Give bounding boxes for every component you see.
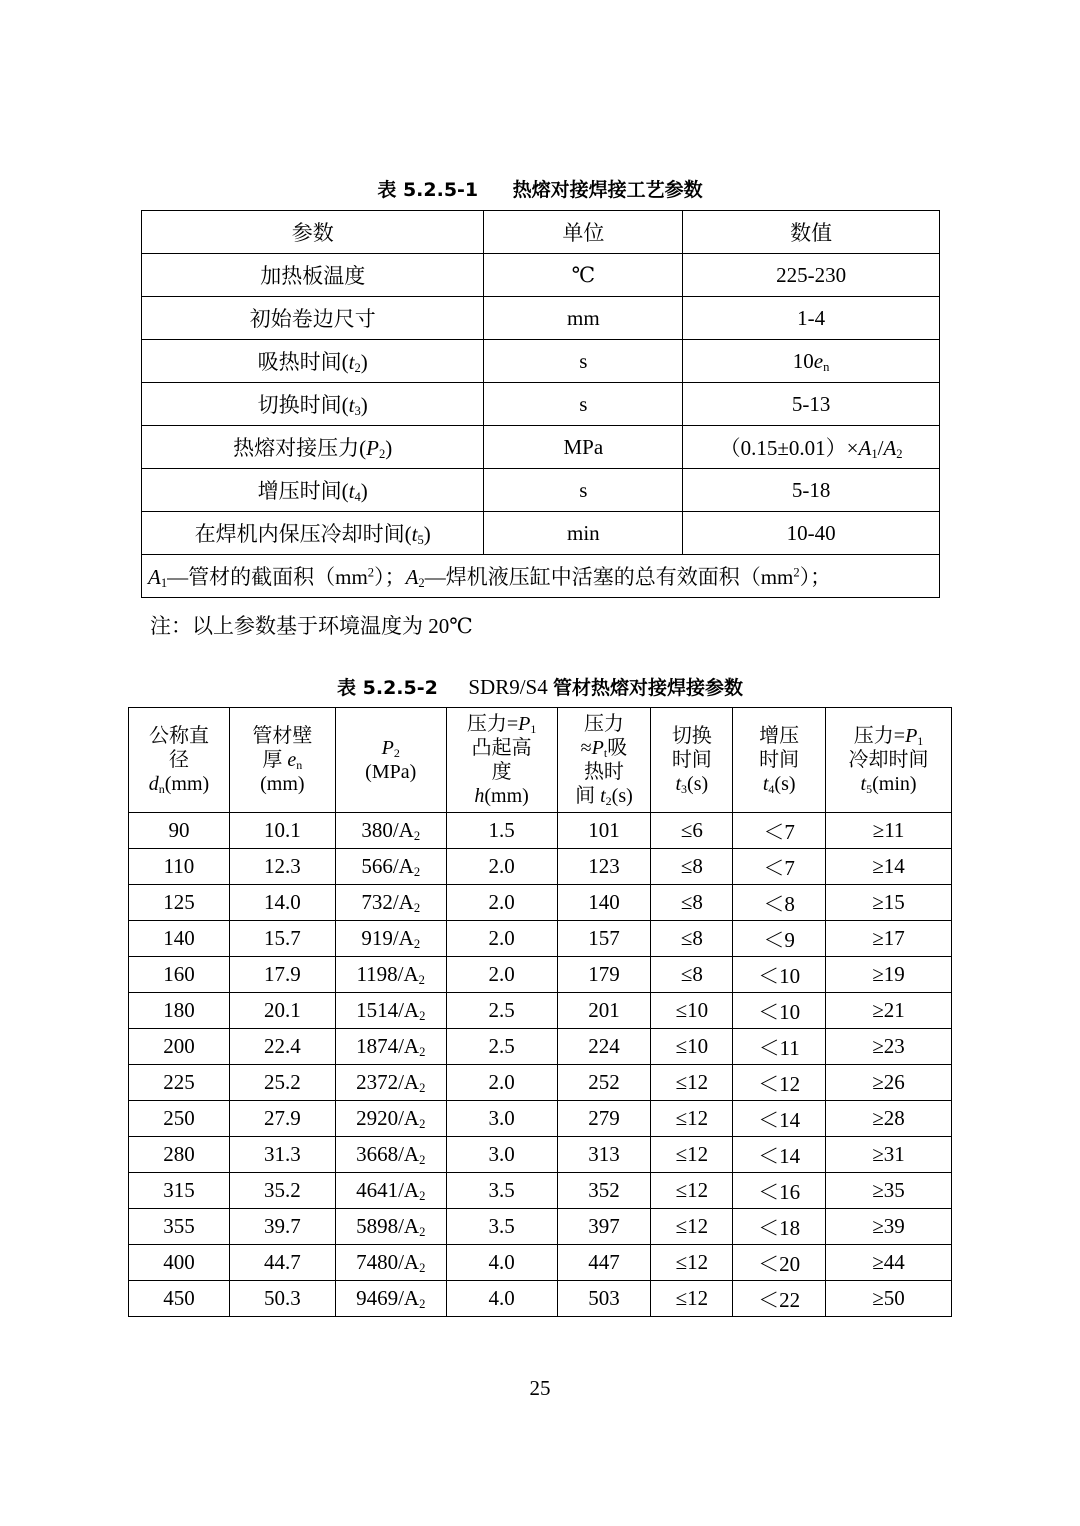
param-cell: 加热板温度 [142, 254, 484, 297]
unit-cell: MPa [484, 426, 683, 469]
buildup-cell: ＜8 [733, 885, 826, 921]
bead-height-cell: 4.0 [446, 1245, 557, 1281]
bead-height-cell: 3.0 [446, 1137, 557, 1173]
pressure-cell: $919/A_2$ [335, 921, 446, 957]
cooling-cell: ≥15 [826, 885, 952, 921]
diameter-cell: 450 [129, 1281, 230, 1317]
diameter-cell: 180 [129, 993, 230, 1029]
param-cell: 在焊机内保压冷却时间$(t_5)$ [142, 512, 484, 555]
changeover-cell: ≤10 [651, 1029, 733, 1065]
sdr9-welding-table [128, 707, 952, 1317]
table-row [142, 512, 940, 555]
value-cell: 5-13 [683, 383, 940, 426]
diameter-cell: 90 [129, 813, 230, 849]
table-row [129, 1245, 952, 1281]
table-row [129, 813, 952, 849]
heat-soak-cell: 503 [557, 1281, 651, 1317]
header-pressure-buildup-time: 增压 时间 $t_4(s)$ [733, 708, 826, 813]
cooling-cell: ≥44 [826, 1245, 952, 1281]
unit-cell: s [484, 383, 683, 426]
table-row [142, 426, 940, 469]
unit-cell: s [484, 469, 683, 512]
cooling-cell: ≥26 [826, 1065, 952, 1101]
thickness-cell: 50.3 [229, 1281, 335, 1317]
pressure-cell: $2920/A_2$ [335, 1101, 446, 1137]
cooling-cell: ≥19 [826, 957, 952, 993]
table-row [129, 921, 952, 957]
param-cell: 吸热时间$(t_2)$ [142, 340, 484, 383]
thickness-cell: 44.7 [229, 1245, 335, 1281]
thickness-cell: 27.9 [229, 1101, 335, 1137]
diameter-cell: 110 [129, 849, 230, 885]
table-row [129, 1137, 952, 1173]
changeover-cell: ≤10 [651, 993, 733, 1029]
unit-cell: mm [484, 297, 683, 340]
heat-soak-cell: 101 [557, 813, 651, 849]
table-row [129, 1101, 952, 1137]
thickness-cell: 39.7 [229, 1209, 335, 1245]
bead-height-cell: 2.0 [446, 885, 557, 921]
buildup-cell: ＜20 [733, 1245, 826, 1281]
thickness-cell: 14.0 [229, 885, 335, 921]
buildup-cell: ＜7 [733, 849, 826, 885]
table-row [129, 885, 952, 921]
diameter-cell: 140 [129, 921, 230, 957]
thickness-cell: 22.4 [229, 1029, 335, 1065]
value-cell: 5-18 [683, 469, 940, 512]
table-row [142, 383, 940, 426]
unit-cell: s [484, 340, 683, 383]
pressure-cell: $5898/A_2$ [335, 1209, 446, 1245]
table-row [129, 849, 952, 885]
cooling-cell: ≥21 [826, 993, 952, 1029]
table-row [142, 254, 940, 297]
bead-height-cell: 2.0 [446, 921, 557, 957]
pressure-cell: $7480/A_2$ [335, 1245, 446, 1281]
param-cell: 热熔对接压力$(P_2)$ [142, 426, 484, 469]
thickness-cell: 17.9 [229, 957, 335, 993]
header-nominal-diameter: 公称直 径 $d_n(mm)$ [129, 708, 230, 813]
value-cell: 10-40 [683, 512, 940, 555]
table-header-row [142, 211, 940, 254]
diameter-cell: 280 [129, 1137, 230, 1173]
header-changeover-time: 切换 时间 $t_3(s)$ [651, 708, 733, 813]
bead-height-cell: 3.5 [446, 1209, 557, 1245]
buildup-cell: ＜7 [733, 813, 826, 849]
heat-soak-cell: 252 [557, 1065, 651, 1101]
table-row [129, 1173, 952, 1209]
bead-height-cell: 2.0 [446, 957, 557, 993]
unit-cell: ℃ [484, 254, 683, 297]
buildup-cell: ＜22 [733, 1281, 826, 1317]
diameter-cell: 160 [129, 957, 230, 993]
bead-height-cell: 2.5 [446, 1029, 557, 1065]
changeover-cell: ≤12 [651, 1209, 733, 1245]
table2-caption-title: 管材热熔对接焊接参数 [552, 677, 743, 699]
header-bead-height: 压力$=P_1$ 凸起高 度 h(mm) [446, 708, 557, 813]
table2-caption [0, 674, 1080, 701]
buildup-cell: ＜16 [733, 1173, 826, 1209]
diameter-cell: 225 [129, 1065, 230, 1101]
changeover-cell: ≤12 [651, 1245, 733, 1281]
header-heat-soak-time: 压力 $\approx P_t$吸 热时 间 $t_2(s)$ [557, 708, 651, 813]
changeover-cell: ≤8 [651, 885, 733, 921]
header-cooling-time: 压力$=P_1$ 冷却时间 $t_5(\min)$ [826, 708, 952, 813]
heat-soak-cell: 201 [557, 993, 651, 1029]
table-header-row [129, 708, 952, 813]
header-unit: 单位 [484, 211, 683, 254]
header-wall-thickness: 管材壁 厚 $e_n$ (mm) [229, 708, 335, 813]
heat-soak-cell: 123 [557, 849, 651, 885]
pressure-cell: $732/A_2$ [335, 885, 446, 921]
thickness-cell: 10.1 [229, 813, 335, 849]
header-value: 数值 [683, 211, 940, 254]
bead-height-cell: 2.0 [446, 1065, 557, 1101]
value-cell: $(0.15\pm 0.01)\times A_1/A_2$ [683, 426, 940, 469]
buildup-cell: ＜10 [733, 957, 826, 993]
thickness-cell: 35.2 [229, 1173, 335, 1209]
diameter-cell: 400 [129, 1245, 230, 1281]
value-cell: $10e_n$ [683, 340, 940, 383]
cooling-cell: ≥28 [826, 1101, 952, 1137]
table-row [142, 340, 940, 383]
table2-caption-label: 表 5.2.5-2 [337, 677, 438, 699]
cooling-cell: ≥23 [826, 1029, 952, 1065]
pressure-cell: $1198/A_2$ [335, 957, 446, 993]
changeover-cell: ≤12 [651, 1065, 733, 1101]
table2-caption-spec: SDR9/S4 [468, 675, 548, 699]
bead-height-cell: 2.5 [446, 993, 557, 1029]
table-row [129, 1281, 952, 1317]
changeover-cell: ≤12 [651, 1281, 733, 1317]
cooling-cell: ≥11 [826, 813, 952, 849]
cooling-cell: ≥50 [826, 1281, 952, 1317]
changeover-cell: ≤12 [651, 1101, 733, 1137]
heat-soak-cell: 279 [557, 1101, 651, 1137]
buildup-cell: ＜10 [733, 993, 826, 1029]
param-cell: 切换时间$(t_3)$ [142, 383, 484, 426]
welding-parameters-table [141, 210, 940, 598]
table-row [142, 297, 940, 340]
thickness-cell: 25.2 [229, 1065, 335, 1101]
ambient-temperature-note: 注：以上参数基于环境温度为 20℃ [150, 614, 473, 638]
changeover-cell: ≤8 [651, 849, 733, 885]
heat-soak-cell: 352 [557, 1173, 651, 1209]
pressure-cell: $1514/A_2$ [335, 993, 446, 1029]
buildup-cell: ＜11 [733, 1029, 826, 1065]
table1-caption-label: 表 5.2.5-1 [377, 179, 479, 201]
diameter-cell: 315 [129, 1173, 230, 1209]
diameter-cell: 250 [129, 1101, 230, 1137]
value-cell: 1-4 [683, 297, 940, 340]
pressure-cell: $2372/A_2$ [335, 1065, 446, 1101]
heat-soak-cell: 140 [557, 885, 651, 921]
changeover-cell: ≤12 [651, 1173, 733, 1209]
header-param: 参数 [142, 211, 484, 254]
thickness-cell: 20.1 [229, 993, 335, 1029]
bead-height-cell: 2.0 [446, 849, 557, 885]
unit-cell: min [484, 512, 683, 555]
thickness-cell: 12.3 [229, 849, 335, 885]
cooling-cell: ≥35 [826, 1173, 952, 1209]
changeover-cell: ≤8 [651, 921, 733, 957]
thickness-cell: 31.3 [229, 1137, 335, 1173]
heat-soak-cell: 313 [557, 1137, 651, 1173]
table1-caption [0, 176, 1080, 203]
diameter-cell: 200 [129, 1029, 230, 1065]
thickness-cell: 15.7 [229, 921, 335, 957]
param-cell: 增压时间$(t_4)$ [142, 469, 484, 512]
cooling-cell: ≥14 [826, 849, 952, 885]
buildup-cell: ＜18 [733, 1209, 826, 1245]
pressure-cell: $3668/A_2$ [335, 1137, 446, 1173]
heat-soak-cell: 397 [557, 1209, 651, 1245]
heat-soak-cell: 157 [557, 921, 651, 957]
heat-soak-cell: 224 [557, 1029, 651, 1065]
header-pressure-p2: $P_2$ (MPa) [335, 708, 446, 813]
buildup-cell: ＜12 [733, 1065, 826, 1101]
cooling-cell: ≥17 [826, 921, 952, 957]
pressure-cell: $380/A_2$ [335, 813, 446, 849]
diameter-cell: 355 [129, 1209, 230, 1245]
bead-height-cell: 3.5 [446, 1173, 557, 1209]
heat-soak-cell: 179 [557, 957, 651, 993]
bead-height-cell: 1.5 [446, 813, 557, 849]
pressure-cell: $4641/A_2$ [335, 1173, 446, 1209]
cooling-cell: ≥31 [826, 1137, 952, 1173]
table-row [129, 1209, 952, 1245]
table1-caption-title: 热熔对接焊接工艺参数 [512, 179, 703, 201]
page-number: 25 [529, 1376, 551, 1400]
heat-soak-cell: 447 [557, 1245, 651, 1281]
buildup-cell: ＜14 [733, 1137, 826, 1173]
table-row [142, 469, 940, 512]
buildup-cell: ＜9 [733, 921, 826, 957]
pressure-cell: $1874/A_2$ [335, 1029, 446, 1065]
table-row [129, 1029, 952, 1065]
bead-height-cell: 4.0 [446, 1281, 557, 1317]
table-row [129, 957, 952, 993]
table-row [129, 993, 952, 1029]
area-definition-note: $A_1—$管材的截面积$(mm^2)$；$A_2—$焊机液压缸中活塞的总有效面积$(mm^2)$； [142, 555, 940, 598]
diameter-cell: 125 [129, 885, 230, 921]
bead-height-cell: 3.0 [446, 1101, 557, 1137]
table-row [129, 1065, 952, 1101]
param-cell: 初始卷边尺寸 [142, 297, 484, 340]
buildup-cell: ＜14 [733, 1101, 826, 1137]
cooling-cell: ≥39 [826, 1209, 952, 1245]
changeover-cell: ≤8 [651, 957, 733, 993]
table1-footer-row [142, 555, 940, 598]
changeover-cell: ≤12 [651, 1137, 733, 1173]
value-cell: 225-230 [683, 254, 940, 297]
pressure-cell: $9469/A_2$ [335, 1281, 446, 1317]
changeover-cell: ≤6 [651, 813, 733, 849]
pressure-cell: $566/A_2$ [335, 849, 446, 885]
